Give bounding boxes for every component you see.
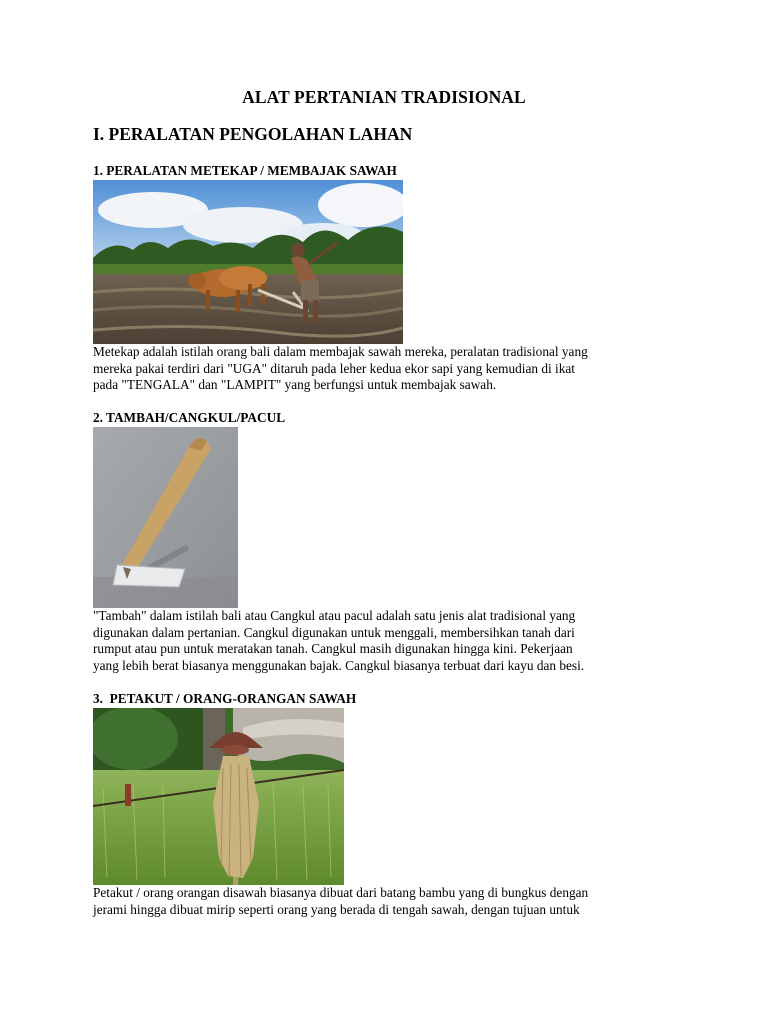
plowing-photo xyxy=(93,180,403,344)
hoe-photo xyxy=(93,427,238,608)
item-2-line-1: "Tambah" dalam istilah bali atau Cangkul atau pacul adalah satu jenis alat tradisional yang xyxy=(93,608,576,623)
section-title: I. PERALATAN PENGOLAHAN LAHAN xyxy=(93,124,413,144)
item-3-paragraph xyxy=(93,885,693,918)
scarecrow-photo xyxy=(93,708,344,885)
item-2-heading: 2. TAMBAH/CANGKUL/PACUL xyxy=(93,410,286,425)
document-title: ALAT PERTANIAN TRADISIONAL xyxy=(242,87,526,107)
item-1-line-1: Metekap adalah istilah orang bali dalam membajak sawah mereka, peralatan tradisional yang xyxy=(93,344,588,359)
item-1-heading: 1. PERALATAN METEKAP / MEMBAJAK SAWAH xyxy=(93,163,397,178)
item-2-paragraph xyxy=(93,608,693,674)
item-2-line-4: yang lebih berat biasanya menggunakan bajak. Cangkul biasanya terbuat dari kayu dan besi. xyxy=(93,657,585,673)
item-3-line-1: Petakut / orang orangan disawah biasanya dibuat dari batang bambu yang di bungkus dengan xyxy=(93,885,589,900)
item-3-line-2: jerami hingga dibuat mirip seperti orang yang berada di tengah sawah, dengan tujuan untuk xyxy=(93,901,580,917)
item-2-line-2: digunakan dalam pertanian. Cangkul digunakan untuk menggali, membersihkan tanah dari xyxy=(93,624,575,640)
item-1-line-3: pada "TENGALA" dan "LAMPIT" yang berfungsi untuk membajak sawah. xyxy=(93,377,497,393)
item-1-paragraph xyxy=(93,344,693,394)
item-2-line-3: rumput atau pun untuk meratakan tanah. Cangkul masih digunakan hingga kini. Pekerjaan xyxy=(93,641,573,657)
item-1-line-2: mereka pakai terdiri dari "UGA" ditaruh pada leher kedua ekor sapi yang kemudian di ikat xyxy=(93,360,575,376)
item-3-heading: 3. PETAKUT / ORANG-ORANGAN SAWAH xyxy=(93,691,357,706)
